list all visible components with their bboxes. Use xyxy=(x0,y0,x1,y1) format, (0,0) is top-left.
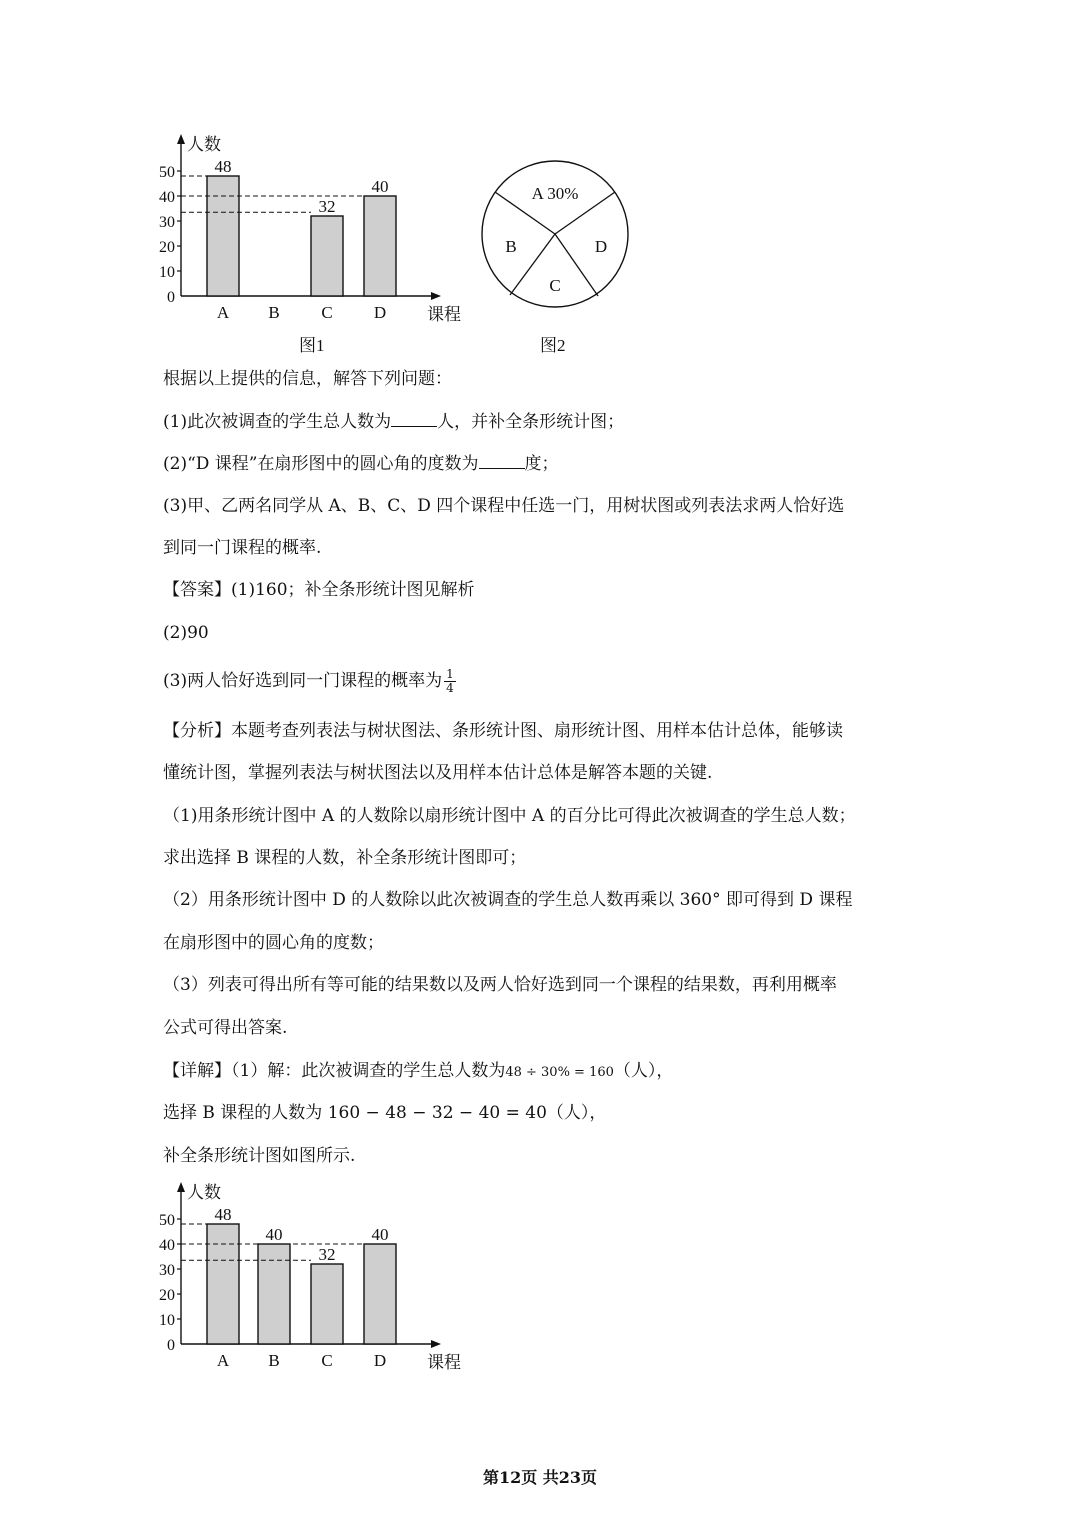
x-tick-label: A xyxy=(216,303,230,322)
answer-3 xyxy=(163,668,930,695)
answer-3-text: (3)两人恰好选到同一门课程的概率为 xyxy=(163,671,443,691)
answer-blank xyxy=(479,452,525,469)
y-tick-label: 40 xyxy=(159,1237,175,1254)
intro-text: 根据以上提供的信息，解答下列问题： xyxy=(163,369,452,389)
bar-c xyxy=(311,216,343,296)
analysis-line-1: 【分析】本题考查列表法与树状图法、条形统计图、扇形统计图、用样本估计总体，能够读 xyxy=(163,721,843,741)
x-tick-label: D xyxy=(373,303,387,322)
fraction-numerator: 1 xyxy=(446,667,454,681)
question-2-text-b: 度； xyxy=(524,454,559,474)
bar-d xyxy=(364,196,396,296)
bar-a xyxy=(207,1224,239,1344)
figure-2-pie-chart xyxy=(475,150,645,320)
data-label-d: 40 xyxy=(371,177,389,196)
question-3-line-1: (3)甲、乙两名同学从 A、B、C、D 四个课程中任选一门，用树状图或列表法求两人恰好选 xyxy=(163,496,845,516)
answer-1: 【答案】(1)160；补全条形统计图见解析 xyxy=(163,580,475,600)
bar-d xyxy=(364,1244,396,1344)
answer-2: (2)90 xyxy=(163,623,209,643)
y-tick-label: 30 xyxy=(159,1262,175,1279)
question-1-text-b: 人，并补全条形统计图； xyxy=(437,412,625,432)
y-tick-label: 0 xyxy=(167,289,175,306)
pie-slice-label-d: D xyxy=(594,237,608,256)
figure-1-bar-chart xyxy=(150,130,480,330)
pie-slice-label-a: A 30% xyxy=(531,184,579,203)
data-label-c: 32 xyxy=(318,1245,336,1264)
x-axis-label: 课程 xyxy=(427,1353,461,1372)
y-tick-label: 10 xyxy=(159,264,175,281)
analysis-line-7: （3）列表可得出所有等可能的结果数以及两人恰好选到同一个课程的结果数，再利用概率 xyxy=(163,975,837,995)
data-label-d: 40 xyxy=(371,1225,389,1244)
y-tick-label: 20 xyxy=(159,239,175,256)
x-tick-label: B xyxy=(268,1351,280,1370)
y-tick-label: 50 xyxy=(159,1212,175,1229)
analysis-line-6: 在扇形图中的圆心角的度数； xyxy=(163,933,384,953)
solution-line-1-text-b: （人）， xyxy=(613,1061,674,1081)
solution-line-1-text-a: 【详解】（1）解：此次被调查的学生总人数为 xyxy=(163,1061,506,1081)
question-2-text-a: (2)“D 课程”在扇形图中的圆心角的度数为 xyxy=(163,454,479,474)
analysis-line-4: 求出选择 B 课程的人数，补全条形统计图即可； xyxy=(163,848,527,868)
pie-divider-c-d xyxy=(555,234,598,296)
x-axis-arrow xyxy=(431,1340,441,1348)
y-tick-label: 30 xyxy=(159,214,175,231)
y-tick-label: 10 xyxy=(159,1312,175,1329)
y-axis-arrow xyxy=(177,134,185,144)
question-2 xyxy=(163,452,930,476)
x-tick-label: C xyxy=(321,1351,333,1370)
data-label-c: 32 xyxy=(318,197,336,216)
y-axis-arrow xyxy=(177,1182,185,1192)
x-axis-label: 课程 xyxy=(427,305,461,324)
x-tick-label: B xyxy=(268,303,280,322)
analysis-line-8: 公式可得出答案. xyxy=(163,1018,288,1038)
analysis-line-5: （2）用条形统计图中 D 的人数除以此次被调查的学生总人数再乘以 360° 即可得到 D 课程 xyxy=(163,890,853,910)
analysis-line-2: 懂统计图，掌握列表法与树状图法以及用样本估计总体是解答本题的关键. xyxy=(163,763,713,783)
pie-slice-label-c: C xyxy=(549,276,561,295)
y-tick-label: 40 xyxy=(159,189,175,206)
solution-line-1 xyxy=(163,1059,930,1085)
answer-blank xyxy=(391,410,437,427)
x-axis-arrow xyxy=(431,292,441,300)
analysis-line-3: （1)用条形统计图中 A 的人数除以扇形统计图中 A 的百分比可得此次被调查的学生总人数； xyxy=(163,806,856,826)
x-tick-label: C xyxy=(321,303,333,322)
y-axis-label: 人数 xyxy=(187,135,221,154)
pie-divider-b-c xyxy=(510,234,555,295)
page-footer: 第12页 共23页 xyxy=(482,1468,598,1487)
fraction-denominator: 4 xyxy=(446,681,454,695)
data-label-b: 40 xyxy=(265,1225,283,1244)
bar-a xyxy=(207,176,239,296)
data-label-a: 48 xyxy=(214,1205,232,1224)
solution-formula: 48 ÷ 30% = 160 xyxy=(505,1065,614,1080)
pie-slice-label-b: B xyxy=(505,237,517,256)
question-1 xyxy=(163,410,930,434)
question-1-text-a: (1)此次被调查的学生总人数为 xyxy=(163,412,392,432)
bar-c xyxy=(311,1264,343,1344)
y-tick-label: 50 xyxy=(159,164,175,181)
probability-fraction xyxy=(444,668,456,695)
solution-line-3: 补全条形统计图如图所示. xyxy=(163,1146,356,1166)
y-axis-label: 人数 xyxy=(187,1183,221,1202)
question-3-line-2: 到同一门课程的概率. xyxy=(163,538,322,558)
x-tick-label: D xyxy=(373,1351,387,1370)
data-label-a: 48 xyxy=(214,157,232,176)
y-tick-label: 0 xyxy=(167,1337,175,1354)
y-tick-label: 20 xyxy=(159,1287,175,1304)
bar-b xyxy=(258,1244,290,1344)
solution-line-2: 选择 B 课程的人数为 160 − 48 − 32 − 40 = 40（人）， xyxy=(163,1103,607,1123)
figure-2-caption: 图2 xyxy=(540,336,566,355)
x-tick-label: A xyxy=(216,1351,230,1370)
figure-3-completed-bar-chart xyxy=(150,1178,480,1378)
figure-1-caption: 图1 xyxy=(299,336,325,355)
